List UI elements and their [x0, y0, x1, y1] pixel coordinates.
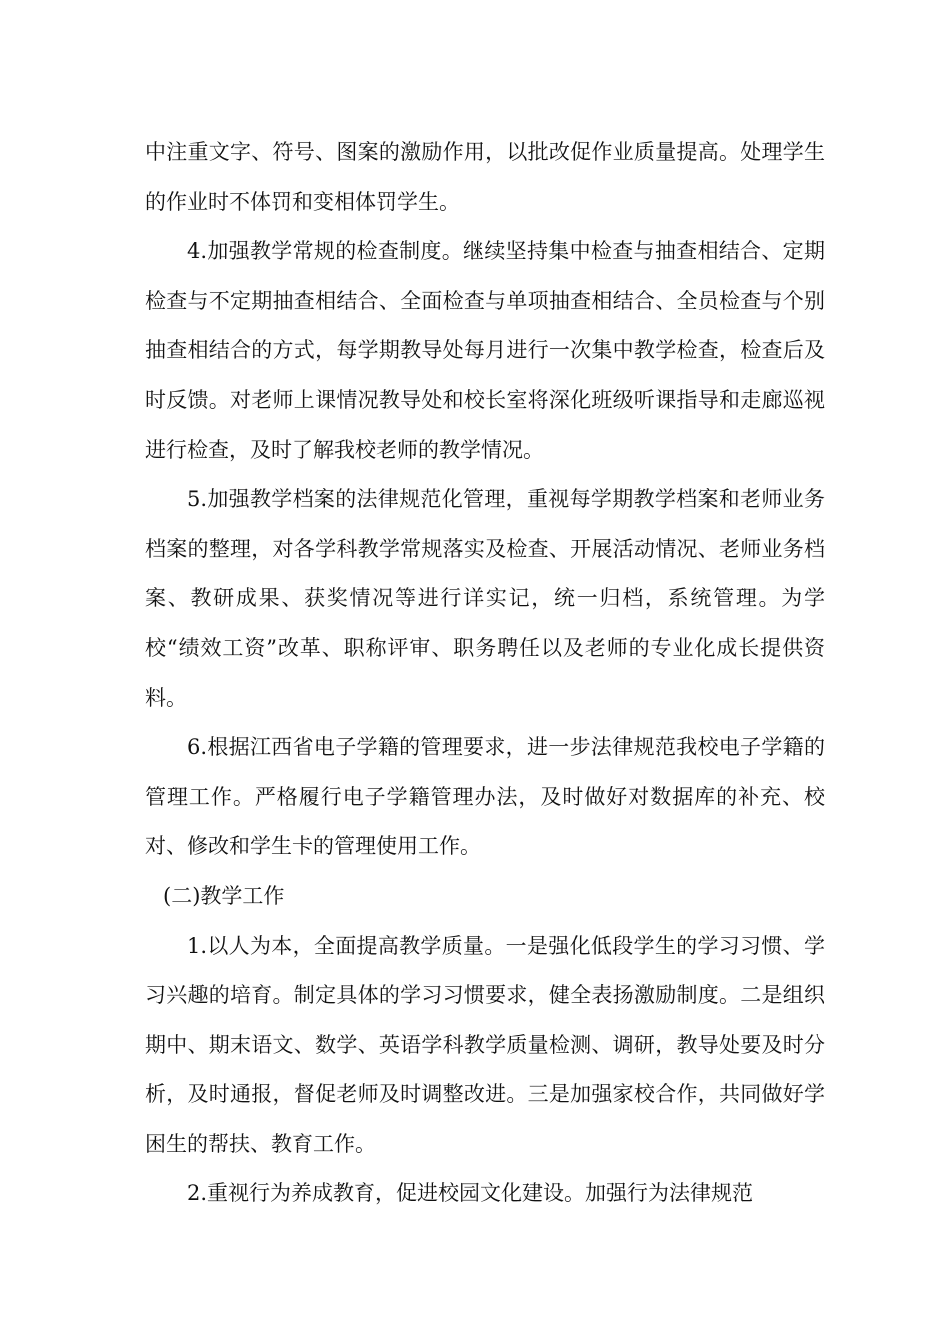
paragraph-continuation: 中注重文字、符号、图案的激励作用，以批改促作业质量提高。处理学生的作业时不体罚和变相体罚学生。: [145, 140, 825, 214]
paragraph-item-6: 6.根据江西省电子学籍的管理要求，进一步法律规范我校电子学籍的管理工作。严格履行电子学籍管理办法，及时做好对数据库的补充、校对、修改和学生卡的管理使用工作。: [145, 735, 825, 859]
paragraph-item-5: 5.加强教学档案的法律规范化管理，重视每学期教学档案和老师业务档案的整理，对各学科教学常规落实及检查、开展活动情况、老师业务档案、教研成果、获奖情况等进行详实记，统一归档，系统管理。为学校“绩效工资”改革、职称评审、职务聘任以及老师的专业化成长提供资料。: [145, 487, 825, 710]
paragraph-item-2: 2.重视行为养成教育，促进校园文化建设。加强行为法律规范: [187, 1181, 754, 1206]
paragraph-item-1: 1.以人为本，全面提高教学质量。一是强化低段学生的学习习惯、学习兴趣的培育。制定具体的学习习惯要求，健全表扬激励制度。二是组织期中、期末语文、数学、英语学科教学质量检测、调研，教导处要及时分析，及时通报，督促老师及时调整改进。三是加强家校合作，共同做好学困生的帮扶、教育工作。: [145, 933, 825, 1156]
section-heading: (二)教学工作: [163, 883, 285, 908]
paragraph-item-4: 4.加强教学常规的检查制度。继续坚持集中检查与抽查相结合、定期检查与不定期抽查相结合、全面检查与单项抽查相结合、全员检查与个别抽查相结合的方式，每学期教导处每月进行一次集中教学检查，检查后及时反馈。对老师上课情况教导处和校长室将深化班级听课指导和走廊巡视进行检查，及时了解我校老师的教学情况。: [145, 239, 825, 462]
document-body: [145, 128, 825, 1219]
